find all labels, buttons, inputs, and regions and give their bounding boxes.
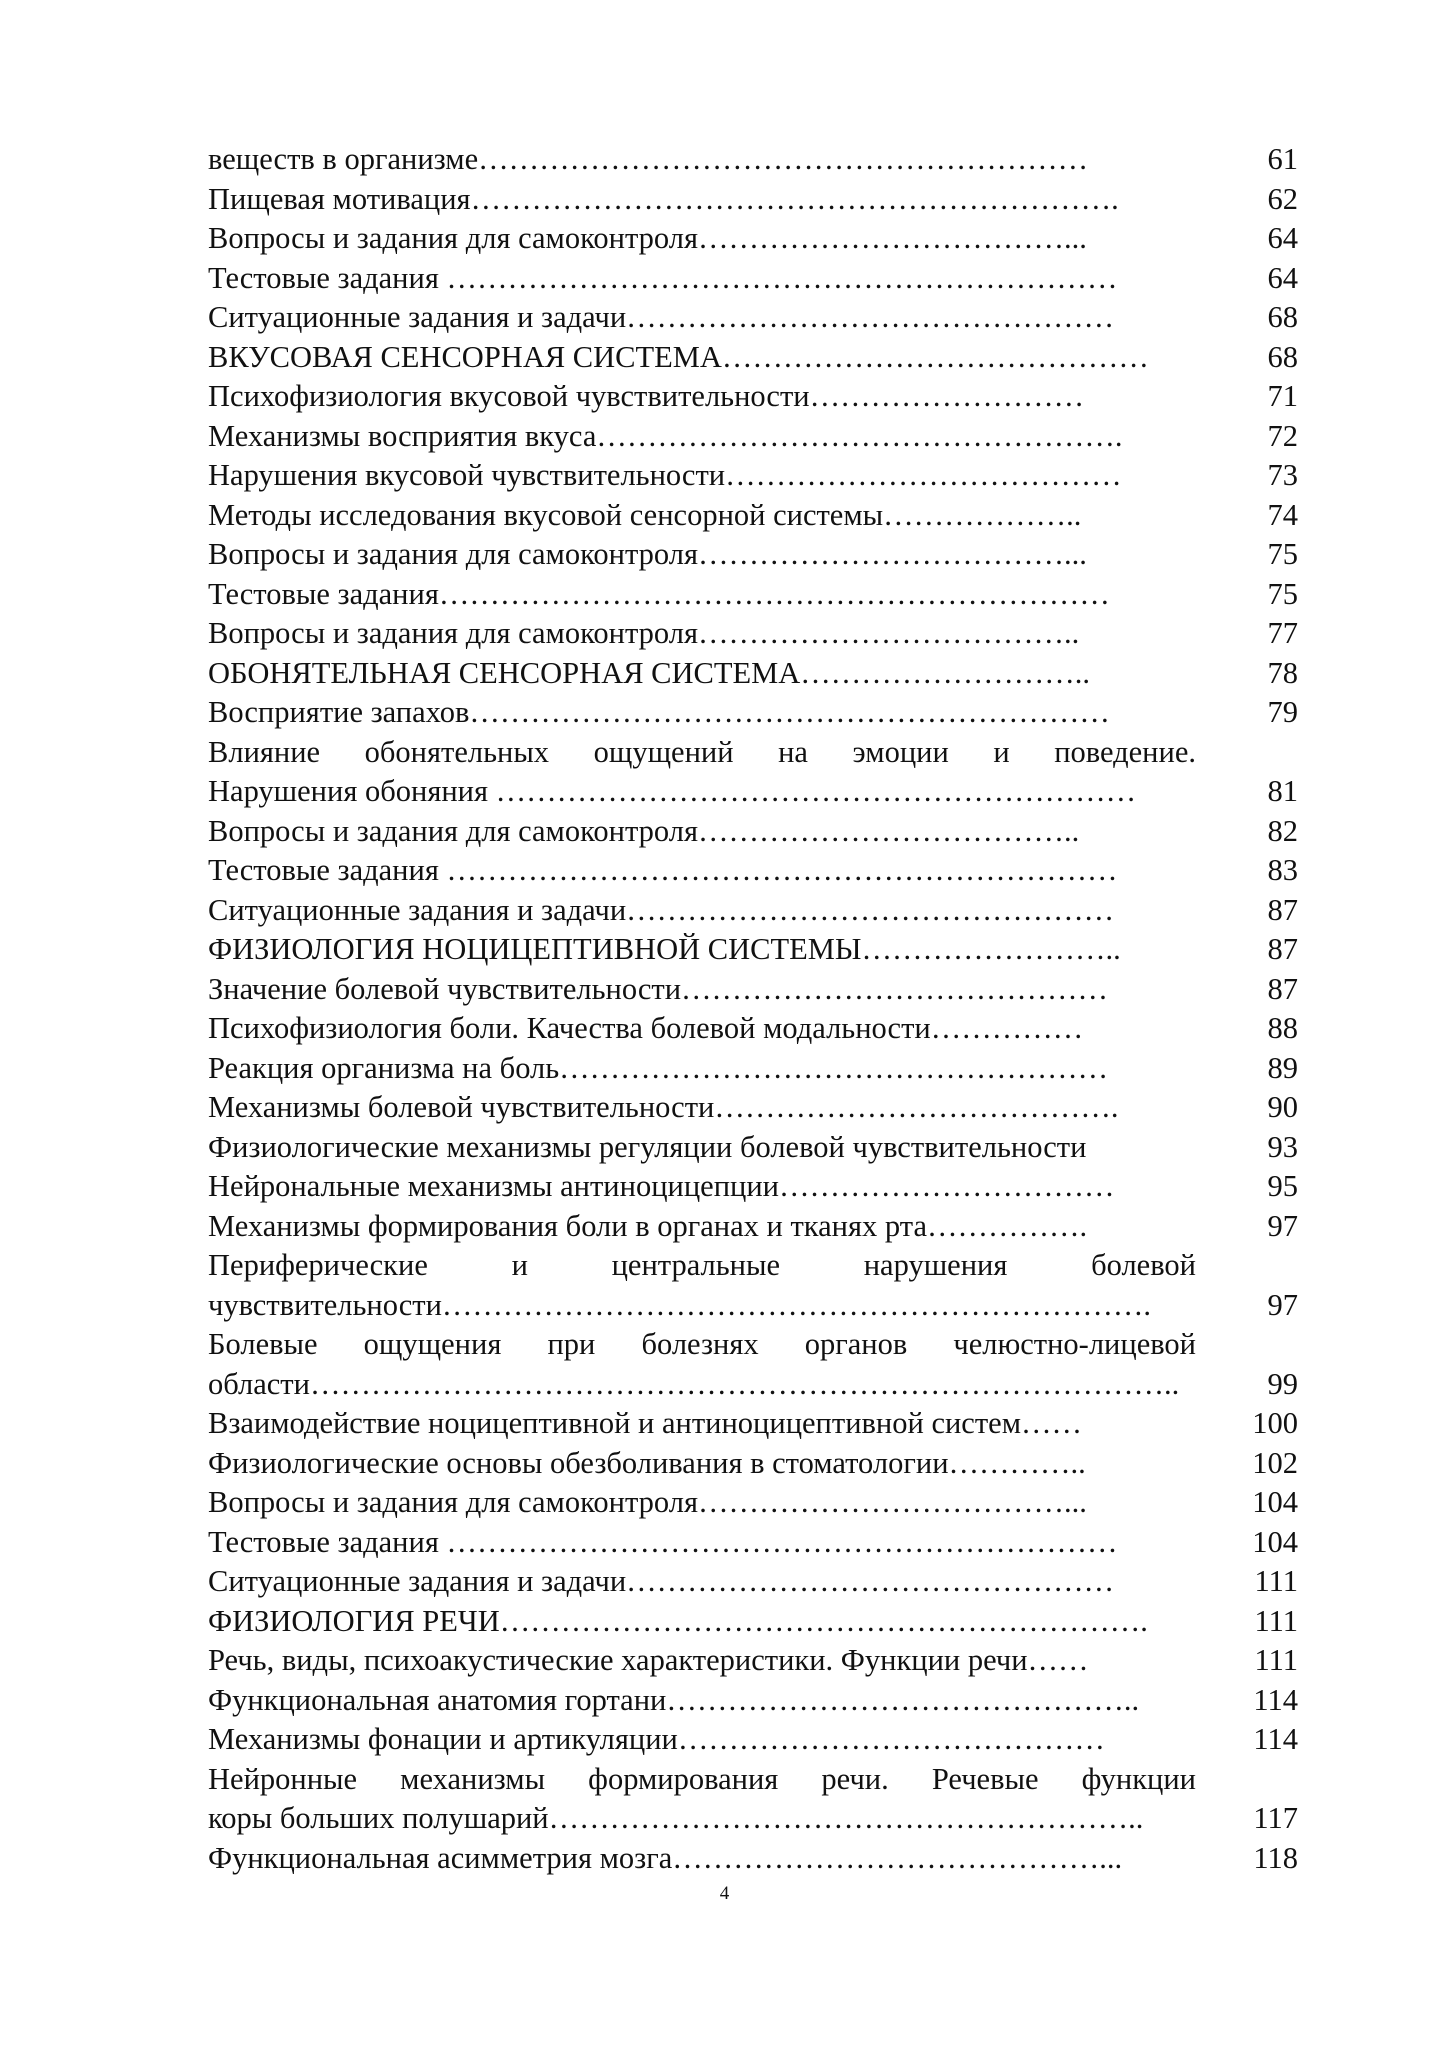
toc-entry-title: Физиологические основы обезболивания в стоматологии………….. — [208, 1445, 1086, 1480]
toc-entry-title: Восприятие запахов……………………………………………………… — [208, 695, 1110, 729]
toc-entry-row — [208, 456, 1318, 496]
toc-entry — [208, 930, 1318, 970]
toc-entry — [208, 1207, 1318, 1247]
toc-entry-page: 81 — [1267, 774, 1298, 808]
toc-entry-page: 87 — [1267, 892, 1298, 927]
toc-entry-row — [208, 298, 1318, 338]
toc-entry-page: 95 — [1267, 1169, 1298, 1203]
toc-entry-title: ФИЗИОЛОГИЯ РЕЧИ………………………………………………………. — [208, 1603, 1148, 1638]
toc-entry-page: 64 — [1267, 221, 1298, 255]
toc-entry-row — [208, 259, 1318, 299]
toc-entry — [208, 1325, 1318, 1404]
toc-entry-page: 89 — [1267, 1050, 1298, 1085]
toc-entry-page: 111 — [1254, 1603, 1298, 1638]
toc-entry — [208, 259, 1318, 299]
toc-entry — [208, 377, 1318, 417]
toc-entry-page: 97 — [1267, 1208, 1298, 1243]
toc-entry-row — [208, 930, 1318, 970]
toc-entry — [208, 1839, 1318, 1879]
toc-entry — [208, 970, 1318, 1010]
toc-entry-title: Нейрональные механизмы антиноцицепции…………………………… — [208, 1169, 1115, 1203]
toc-entry — [208, 140, 1318, 180]
toc-entry-title-line: Периферические и центральные нарушения болевой — [208, 1248, 1196, 1282]
toc-entry-row — [208, 1088, 1318, 1128]
toc-entry-title: Вопросы и задания для самоконтроля………………………………... — [208, 537, 1087, 571]
toc-entry — [208, 851, 1318, 891]
toc-entry-row — [208, 851, 1318, 891]
toc-entry — [208, 1523, 1318, 1563]
toc-entry-title: Значение болевой чувствительности…………………………………… — [208, 971, 1109, 1006]
toc-entry-title-line: Влияние обонятельных ощущений на эмоции и поведение. — [208, 734, 1196, 769]
toc-entry — [208, 338, 1318, 378]
toc-entry-title: Вопросы и задания для самоконтроля………………………………... — [208, 221, 1087, 255]
toc-entry — [208, 1562, 1318, 1602]
toc-entry-row — [208, 575, 1318, 615]
toc-entry-title: Механизмы восприятия вкуса……………………………………………. — [208, 418, 1123, 453]
toc-entry-page: 78 — [1267, 655, 1298, 690]
toc-entry-page: 87 — [1267, 932, 1298, 966]
toc-entry-row — [208, 1562, 1318, 1602]
toc-entry-page: 111 — [1254, 1643, 1298, 1677]
toc-entry-row — [208, 1839, 1318, 1879]
toc-entry-row — [208, 1286, 1318, 1326]
toc-entry-row — [208, 1207, 1318, 1247]
toc-entry-title: Ситуационные задания и задачи………………………………………… — [208, 300, 1115, 334]
toc-entry — [208, 891, 1318, 931]
toc-entry-title: чувствительности……………………………………………………………. — [208, 1287, 1152, 1322]
toc-entry-page: 61 — [1267, 142, 1298, 176]
toc-entry-row — [208, 654, 1318, 694]
toc-entry-page: 104 — [1252, 1485, 1298, 1519]
toc-entry-row — [208, 1681, 1318, 1721]
toc-entry-row — [208, 496, 1318, 536]
toc-entry-row — [208, 417, 1318, 457]
toc-entry-title: Ситуационные задания и задачи………………………………………… — [208, 892, 1115, 927]
toc-entry-page: 68 — [1267, 300, 1298, 334]
toc-entry-page: 73 — [1267, 458, 1298, 492]
toc-entry-title: Нарушения обоняния ……………………………………………………… — [208, 774, 1137, 808]
toc-entry — [208, 535, 1318, 575]
toc-entry-title: Функциональная анатомия гортани……………………………………….. — [208, 1682, 1140, 1717]
toc-entry-page: 77 — [1267, 616, 1298, 650]
toc-entry-page: 88 — [1267, 1011, 1298, 1045]
toc-entry-page: 83 — [1267, 853, 1298, 887]
page-number: 4 — [719, 1883, 730, 1904]
toc-entry — [208, 654, 1318, 694]
toc-entry — [208, 812, 1318, 852]
toc-entry-page: 114 — [1253, 1722, 1298, 1756]
toc-entry — [208, 219, 1318, 259]
toc-entry-title: Физиологические механизмы регуляции болевой чувствительности — [208, 1129, 1087, 1164]
toc-entry-title: Тестовые задания ………………………………………………………… — [208, 1524, 1118, 1559]
table-of-contents — [208, 140, 1318, 1878]
toc-entry-row — [208, 1365, 1318, 1405]
toc-entry — [208, 733, 1318, 812]
toc-entry-title: Тестовые задания ………………………………………………………… — [208, 853, 1118, 887]
toc-entry-title: Механизмы фонации и артикуляции…………………………………… — [208, 1722, 1105, 1756]
toc-entry — [208, 417, 1318, 457]
toc-entry — [208, 1404, 1318, 1444]
toc-entry-title: области………………………………………………………………………….. — [208, 1366, 1180, 1401]
toc-entry-page: 114 — [1253, 1682, 1298, 1717]
toc-entry-title: Пищевая мотивация………………………………………………………. — [208, 181, 1119, 216]
toc-entry-row — [208, 535, 1318, 575]
toc-entry-page: 97 — [1267, 1287, 1298, 1322]
toc-entry — [208, 1088, 1318, 1128]
toc-entry-title: Функциональная асимметрия мозга……………………………………... — [208, 1840, 1123, 1875]
toc-entry-title: Реакция организма на боль……………………………………………… — [208, 1050, 1109, 1085]
toc-entry-page: 75 — [1267, 576, 1298, 611]
toc-entry — [208, 1009, 1318, 1049]
toc-entry — [208, 1720, 1318, 1760]
toc-entry-row — [208, 1444, 1318, 1484]
toc-entry — [208, 693, 1318, 733]
toc-entry-title: Ситуационные задания и задачи………………………………………… — [208, 1564, 1115, 1598]
toc-entry — [208, 1483, 1318, 1523]
toc-entry-page: 82 — [1267, 813, 1298, 848]
toc-entry-row — [208, 1799, 1318, 1839]
toc-entry-page: 99 — [1267, 1366, 1298, 1401]
toc-entry-page: 104 — [1252, 1524, 1298, 1559]
toc-entry-title: Психофизиология боли. Качества болевой модальности…………… — [208, 1011, 1084, 1045]
toc-entry-page: 111 — [1254, 1564, 1298, 1598]
toc-entry-row — [208, 219, 1318, 259]
toc-entry — [208, 1681, 1318, 1721]
toc-entry-title: веществ в организме…………………………………………………… — [208, 142, 1089, 176]
toc-entry-title: коры больших полушарий………………………………………………….. — [208, 1801, 1144, 1835]
toc-entry-title: Тестовые задания ………………………………………………………… — [208, 260, 1118, 295]
toc-entry-title: Вопросы и задания для самоконтроля……………………………….. — [208, 813, 1080, 848]
toc-entry-title: Механизмы формирования боли в органах и тканях рта……………. — [208, 1208, 1088, 1243]
toc-entry-row — [208, 1167, 1318, 1207]
toc-entry — [208, 1444, 1318, 1484]
toc-entry-row — [208, 140, 1318, 180]
toc-entry-page: 90 — [1267, 1090, 1298, 1124]
toc-entry — [208, 1049, 1318, 1089]
toc-entry-title-line: Болевые ощущения при болезнях органов челюстно-лицевой — [208, 1327, 1196, 1361]
toc-entry-row — [208, 1049, 1318, 1089]
toc-entry-page: 117 — [1253, 1801, 1298, 1835]
toc-entry-row — [208, 377, 1318, 417]
toc-entry-page: 64 — [1267, 260, 1298, 295]
toc-entry — [208, 575, 1318, 615]
toc-entry-row — [208, 1404, 1318, 1444]
toc-entry — [208, 496, 1318, 536]
toc-entry — [208, 456, 1318, 496]
toc-entry-row — [208, 1523, 1318, 1563]
toc-entry-row — [208, 1483, 1318, 1523]
toc-entry-page: 87 — [1267, 971, 1298, 1006]
toc-entry-row — [208, 180, 1318, 220]
toc-entry-title-line: Нейронные механизмы формирования речи. Речевые функции — [208, 1761, 1196, 1796]
toc-entry-title: Психофизиология вкусовой чувствительности……………………… — [208, 379, 1085, 413]
toc-entry — [208, 1760, 1318, 1839]
toc-entry — [208, 614, 1318, 654]
toc-entry — [208, 1128, 1318, 1168]
toc-entry — [208, 1246, 1318, 1325]
toc-entry-title: Вопросы и задания для самоконтроля………………………………... — [208, 1485, 1087, 1519]
toc-entry-page: 72 — [1267, 418, 1298, 453]
toc-entry-row — [208, 1641, 1318, 1681]
toc-entry — [208, 1167, 1318, 1207]
toc-entry-row — [208, 1009, 1318, 1049]
toc-entry-row — [208, 812, 1318, 852]
toc-entry-page: 118 — [1253, 1840, 1298, 1875]
toc-entry-page: 71 — [1267, 379, 1298, 413]
toc-entry-row — [208, 1602, 1318, 1642]
toc-entry — [208, 180, 1318, 220]
toc-entry-title: ОБОНЯТЕЛЬНАЯ СЕНСОРНАЯ СИСТЕМА……………………….. — [208, 655, 1091, 690]
toc-entry-page: 79 — [1267, 695, 1298, 729]
toc-entry-row — [208, 772, 1318, 812]
toc-entry-page: 74 — [1267, 497, 1298, 532]
toc-entry-page: 75 — [1267, 537, 1298, 571]
toc-entry-page: 68 — [1267, 339, 1298, 374]
toc-entry-row — [208, 1128, 1318, 1168]
toc-entry — [208, 1602, 1318, 1642]
toc-entry-title: Вопросы и задания для самоконтроля……………………………….. — [208, 616, 1080, 650]
toc-entry-row — [208, 1720, 1318, 1760]
toc-entry-page: 102 — [1252, 1445, 1298, 1480]
toc-entry-page: 62 — [1267, 181, 1298, 216]
toc-entry-page: 93 — [1267, 1129, 1298, 1164]
toc-entry-row — [208, 970, 1318, 1010]
toc-entry-row — [208, 614, 1318, 654]
toc-entry-title: Нарушения вкусовой чувствительности………………………………… — [208, 458, 1122, 492]
toc-entry-title: Взаимодействие ноцицептивной и антиноцицептивной систем…… — [208, 1406, 1083, 1440]
toc-entry-title: Механизмы болевой чувствительности…………………………………. — [208, 1090, 1119, 1124]
toc-entry — [208, 298, 1318, 338]
toc-entry-title: Методы исследования вкусовой сенсорной системы……………….. — [208, 497, 1082, 532]
toc-entry-row — [208, 338, 1318, 378]
toc-entry-title: ВКУСОВАЯ СЕНСОРНАЯ СИСТЕМА…………………………………… — [208, 339, 1149, 374]
toc-entry-title: ФИЗИОЛОГИЯ НОЦИЦЕПТИВНОЙ СИСТЕМЫ…………………….. — [208, 932, 1121, 966]
toc-entry-title: Тестовые задания………………………………………………………… — [208, 576, 1110, 611]
toc-entry-title: Речь, виды, психоакустические характеристики. Функции речи…… — [208, 1643, 1089, 1677]
toc-entry — [208, 1641, 1318, 1681]
toc-entry-row — [208, 693, 1318, 733]
toc-entry-row — [208, 891, 1318, 931]
toc-entry-page: 100 — [1252, 1406, 1298, 1440]
